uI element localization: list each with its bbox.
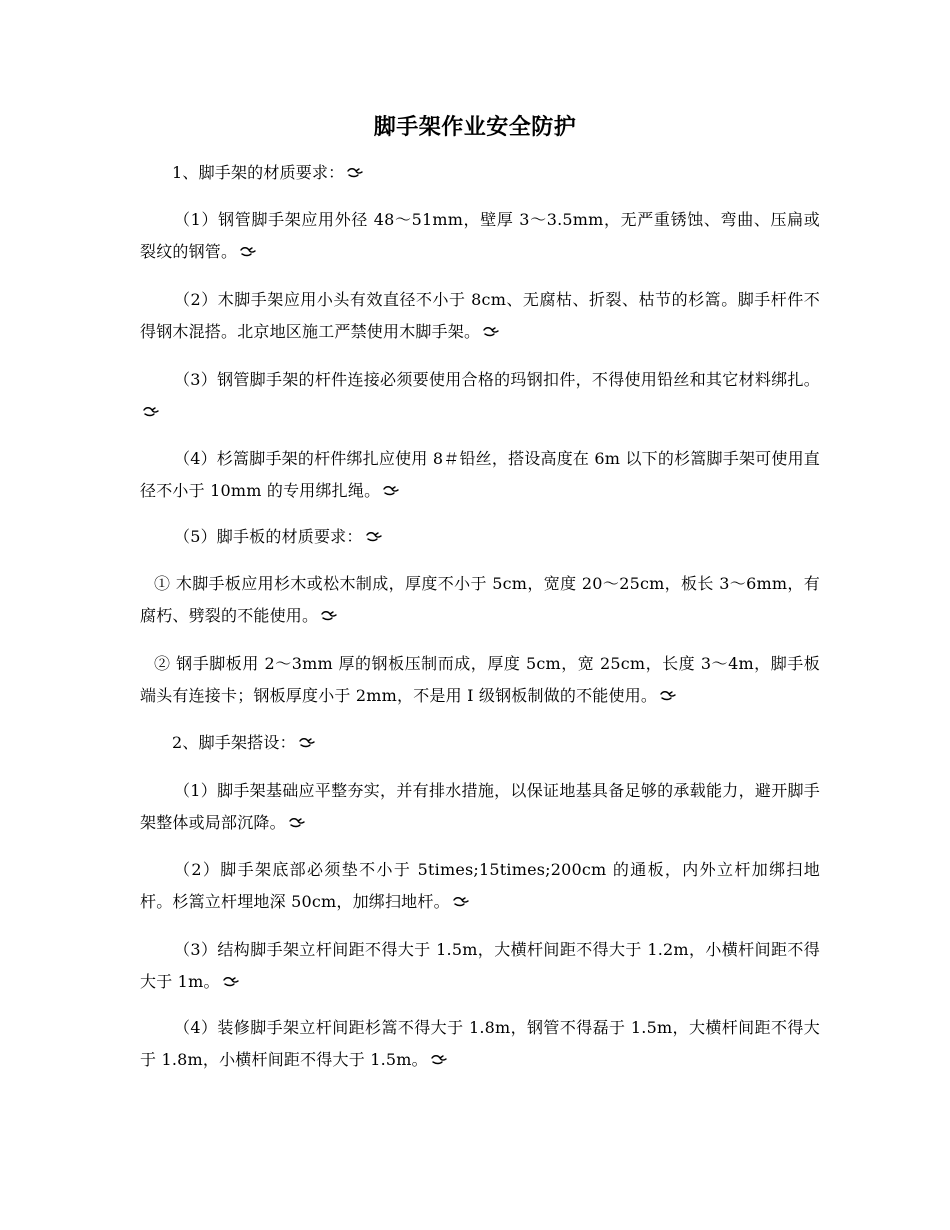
document-title: 脚手架作业安全防护 bbox=[373, 115, 577, 140]
paragraph-mark-icon bbox=[142, 406, 160, 418]
paragraph bbox=[140, 1012, 820, 1076]
paragraph bbox=[140, 934, 820, 998]
paragraph bbox=[140, 204, 820, 268]
paragraph bbox=[140, 521, 820, 553]
paragraph bbox=[140, 157, 820, 189]
paragraph-text: （1）钢管脚手架应用外径 48～51mm，壁厚 3～3.5mm，无严重锈蚀、弯曲、压扁或裂纹的钢管。 bbox=[140, 210, 820, 261]
paragraph-text: （2）脚手架底部必须垫不小于 5times;15times;200cm 的通板，内外立杆加绑扫地杆。杉篙立杆埋地深 50cm，加绑扫地杆。 bbox=[140, 860, 820, 911]
paragraph-mark-icon bbox=[239, 246, 257, 258]
paragraph-text: （1）脚手架基础应平整夯实，并有排水措施，以保证地基具备足够的承载能力，避开脚手架整体或局部沉降。 bbox=[140, 781, 820, 832]
paragraph-mark-icon bbox=[430, 1054, 448, 1066]
paragraph-text: （2）木脚手架应用小头有效直径不小于 8cm、无腐枯、折裂、枯节的杉篙。脚手杆件不得钢木混搭。北京地区施工严禁使用木脚手架。 bbox=[140, 290, 820, 341]
paragraph-mark-icon bbox=[320, 610, 338, 622]
paragraph-text: （4）杉篙脚手架的杆件绑扎应使用 8＃铅丝，搭设高度在 6m 以下的杉篙脚手架可使用直径不小于 10mm 的专用绑扎绳。 bbox=[140, 449, 820, 500]
paragraph bbox=[140, 727, 820, 759]
paragraph-mark-icon bbox=[346, 167, 364, 179]
paragraph-mark-icon bbox=[365, 531, 383, 543]
paragraph-mark-icon bbox=[482, 326, 500, 338]
paragraph-mark-icon bbox=[452, 896, 470, 908]
paragraph-text: 1、脚手架的材质要求： bbox=[172, 163, 345, 182]
paragraph-text: 2、脚手架搭设： bbox=[172, 733, 296, 752]
paragraph-text: （5）脚手板的材质要求： bbox=[174, 527, 363, 546]
paragraph bbox=[140, 443, 820, 507]
paragraph-text: （4）装修脚手架立杆间距杉篙不得大于 1.8m，钢管不得磊于 1.5m，大横杆间距不得大于 1.8m，小横杆间距不得大于 1.5m。 bbox=[140, 1018, 820, 1069]
paragraph bbox=[140, 854, 820, 918]
paragraph-text: （3）结构脚手架立杆间距不得大于 1.5m，大横杆间距不得大于 1.2m，小横杆间距不得大于 1m。 bbox=[140, 940, 820, 991]
paragraph bbox=[140, 775, 820, 839]
paragraph-text: ① 木脚手板应用杉木或松木制成，厚度不小于 5cm，宽度 20～25cm，板长 3～6mm，有腐朽、劈裂的不能使用。 bbox=[140, 574, 820, 625]
paragraph-text: （3）钢管脚手架的杆件连接必须要使用合格的玛钢扣件，不得使用铅丝和其它材料绑扎。 bbox=[174, 370, 820, 389]
paragraph bbox=[140, 284, 820, 348]
paragraph-mark-icon bbox=[382, 485, 400, 497]
paragraph-mark-icon bbox=[222, 976, 240, 988]
paragraph-text: ② 钢手脚板用 2～3mm 厚的钢板压制而成，厚度 5cm，宽 25cm，长度 3～4m，脚手板端头有连接卡；钢板厚度小于 2mm，不是用 I 级钢板制做的不能使用。 bbox=[140, 654, 820, 705]
paragraph-mark-icon bbox=[288, 817, 306, 829]
paragraph bbox=[140, 568, 820, 632]
paragraph-mark-icon bbox=[298, 737, 316, 749]
paragraph bbox=[140, 648, 820, 712]
paragraph bbox=[140, 364, 820, 428]
paragraph-mark-icon bbox=[659, 690, 677, 702]
